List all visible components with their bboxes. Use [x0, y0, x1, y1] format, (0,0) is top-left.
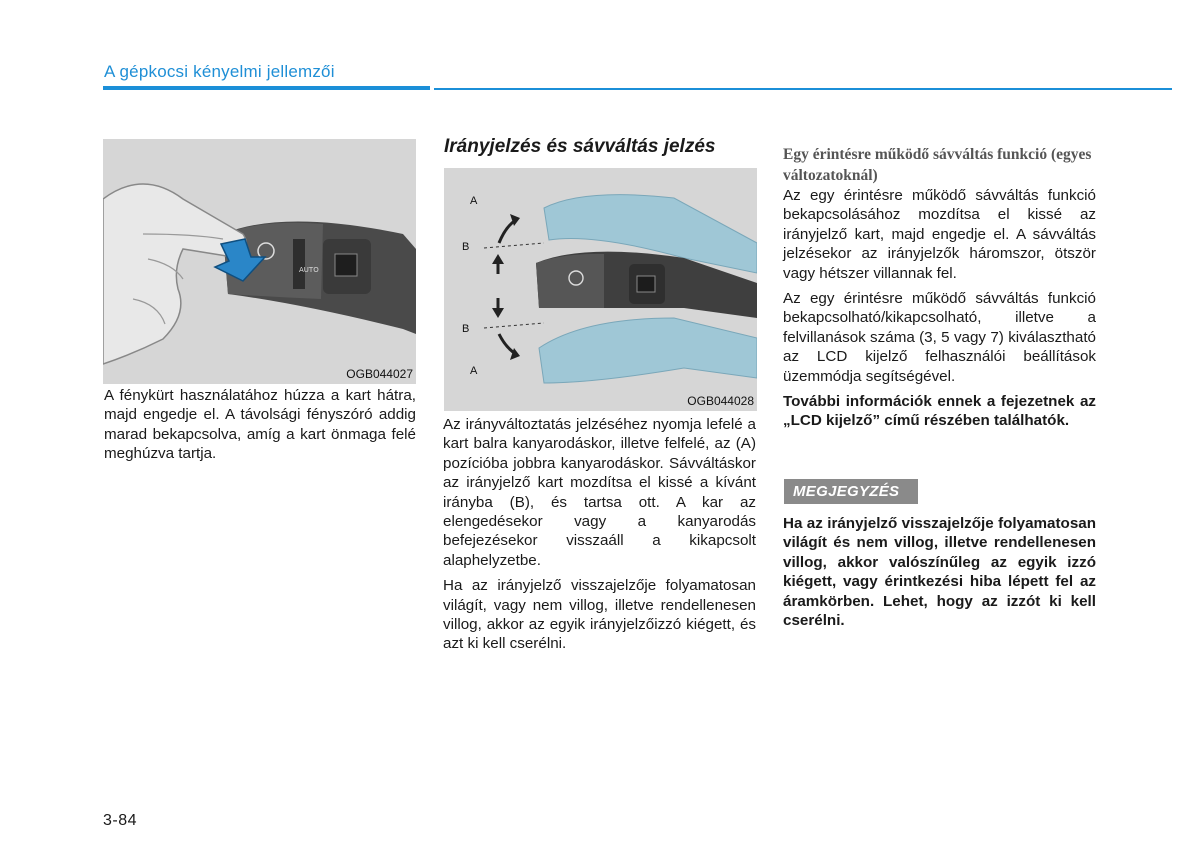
position-label-b-top: B: [462, 241, 470, 253]
flash-to-pass-paragraph: A fénykürt használatához húzza a kart hátra, majd engedje el. A távolsági fényszóró addig marad bekapcsolva, amíg a kart önmaga felé meghúzva tartja.: [104, 387, 416, 463]
middle-column: [443, 415, 756, 660]
page-number: 3-84: [103, 812, 138, 829]
svg-text:AUTO: AUTO: [299, 266, 319, 274]
figure-turn-signal-positions: [444, 168, 757, 411]
bulb-warning-paragraph: Ha az irányjelző visszajelzője folyamatosan világít, vagy nem villog, illetve rendellenesen villog, akkor az egyik irányjelzőizzó kiégett, és azt ki kell cserélni.: [443, 577, 756, 653]
one-touch-paragraph-2: Az egy érintésre működő sávváltás funkció bekapcsolható/kikapcsolható, illetve a felvillanások száma (3, 5 vagy 7) kiválasztható az LCD kijelző felhasználói beállítások üzemmódja segítségével.: [783, 290, 1096, 385]
left-column: [104, 386, 416, 470]
right-column: [783, 186, 1096, 437]
one-touch-paragraph-1: Az egy érintésre működő sávváltás funkció bekapcsolásához mozdítsa el kissé az irányjelző kart, majd engedje el. A sávváltás jelzésekor az irányjelzők háromszor, ötször vagy hétszer villannak fel.: [783, 187, 1096, 282]
turn-signal-paragraph: Az irányváltoztatás jelzéséhez nyomja lefelé a kart balra kanyarodáskor, illetve felfelé, az (A) pozícióba jobbra kanyarodáskor. Sávváltáskor az irányjelző kart mozdítsa el kissé a kívánt irányba (B), és tartsa ott. A kar az elengedésekor vagy a kanyarodás befejezésekor visszaáll a kikapcsolt alaphelyzetbe.: [443, 416, 756, 569]
position-label-a-bottom: A: [470, 365, 478, 377]
note-text: Ha az irányjelző visszajelzője folyamatosan világít és nem villog, illetve rendellenesen villog, akkor valószínűleg az egyik izzó kiégett, vagy érintkezési hiba lépett fel az áramkörben. Lehet, hogy az izzót ki kell cserélni.: [783, 515, 1096, 630]
header-title: A gépkocsi kényelmi jellemzői: [104, 62, 335, 81]
position-label-b-bottom: B: [462, 323, 470, 335]
header-rule-thick: [103, 86, 430, 90]
position-label-a-top: A: [470, 195, 478, 207]
figure-flash-to-pass: [103, 139, 416, 384]
one-touch-subheading: Egy érintésre működő sávváltás funkció (egyes változatoknál): [783, 146, 1092, 184]
lcd-reference-paragraph: További információk ennek a fejezetnek az „LCD kijelző” című részében találhatók.: [783, 393, 1096, 430]
note-block: [783, 514, 1096, 636]
header-rule-thin: [434, 88, 1172, 90]
stalk-positions-illustration: [444, 168, 757, 411]
stalk-hand-illustration: [103, 139, 416, 384]
note-badge: MEGJEGYZÉS: [784, 479, 918, 504]
figure-code: OGB044027: [346, 367, 413, 381]
figure-code: OGB044028: [687, 394, 754, 408]
section-heading: Irányjelzés és sávváltás jelzés: [444, 136, 716, 157]
